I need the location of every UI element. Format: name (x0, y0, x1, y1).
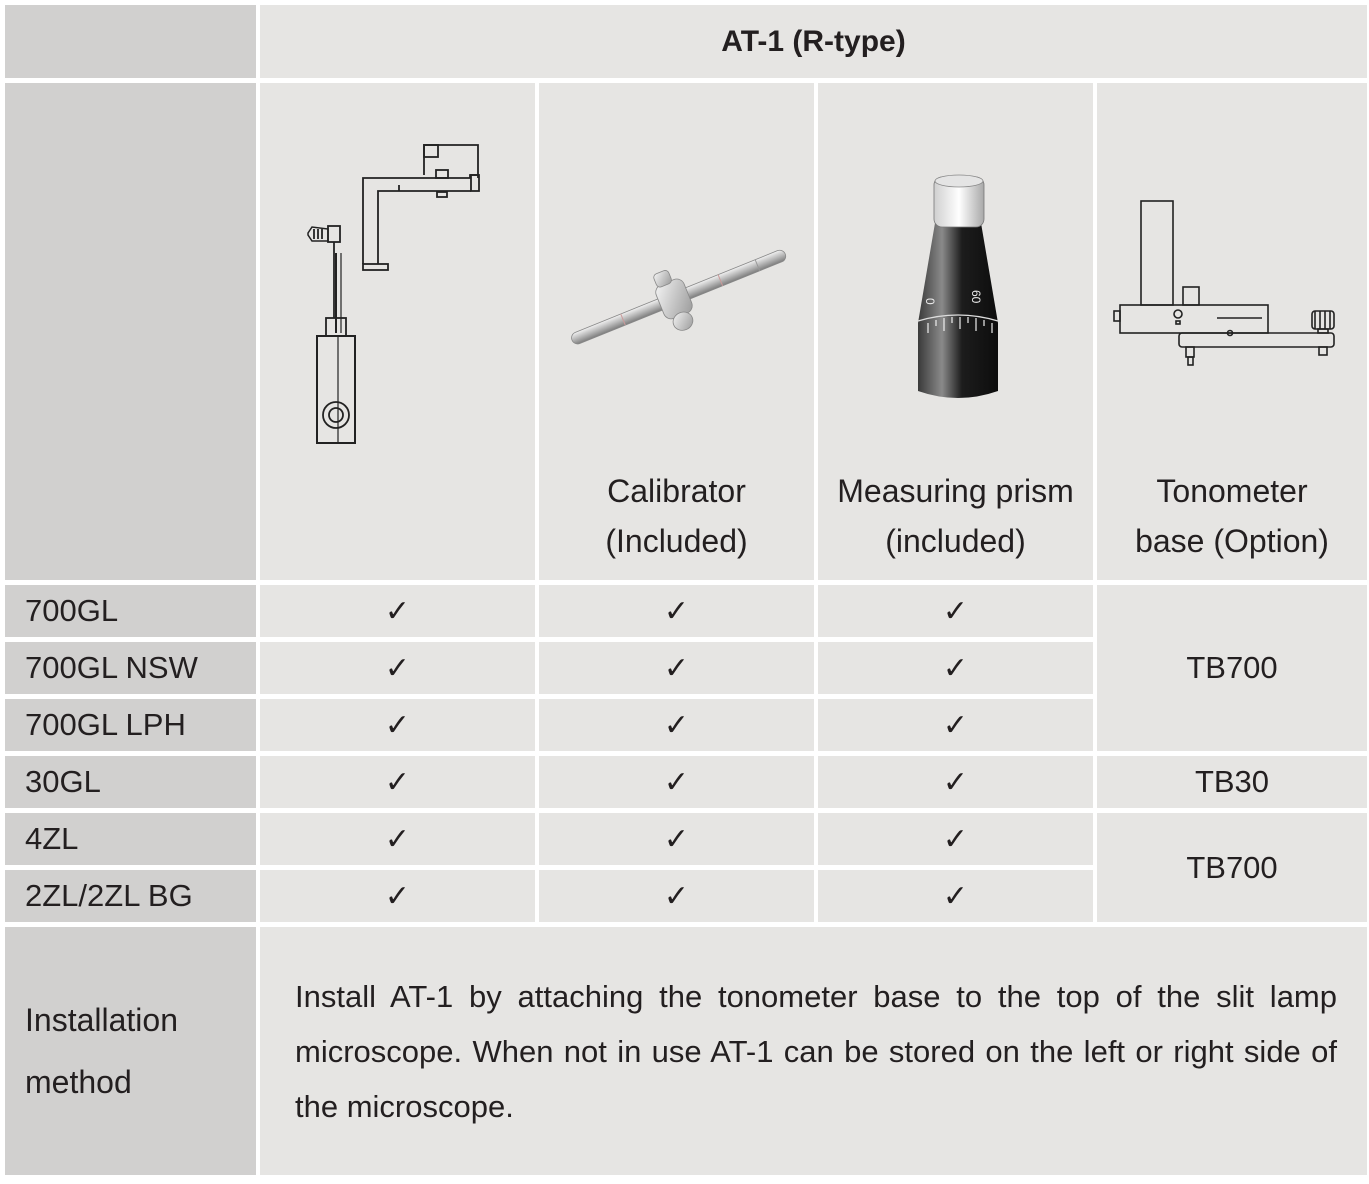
compatibility-table (5, 5, 1367, 1175)
check-mark: ✓ (539, 642, 814, 694)
header-corner-cell (5, 5, 256, 78)
measuring-prism-cell (818, 83, 1093, 580)
check-mark: ✓ (539, 585, 814, 637)
tonometer-base-cell (1097, 83, 1367, 580)
installation-description: Install AT-1 by attaching the tonometer base to the top of the slit lamp microscope. When not in use AT-1 can be stored on the left or right side of the microscope. (295, 978, 1337, 1124)
check-mark: ✓ (260, 813, 535, 865)
measuring-prism-header-line1: Measuring prism (837, 473, 1074, 509)
base-tb700-cell-2: TB700 (1097, 813, 1367, 922)
check-mark: ✓ (818, 756, 1093, 808)
tonometer-arm-cell (260, 83, 535, 580)
image-row-label-cell (5, 83, 256, 580)
check-mark: ✓ (818, 813, 1093, 865)
tonometer-base-header-line2: base (Option) (1135, 523, 1329, 559)
row-label-30gl: 30GL (5, 756, 256, 808)
calibrator-illustration (559, 233, 799, 353)
base-tb700-cell: TB700 (1097, 585, 1367, 751)
calibrator-header (539, 466, 814, 566)
check-mark: ✓ (260, 756, 535, 808)
row-label-700gl-nsw: 700GL NSW (5, 642, 256, 694)
check-mark: ✓ (539, 756, 814, 808)
check-mark: ✓ (818, 642, 1093, 694)
check-mark: ✓ (539, 699, 814, 751)
check-mark: ✓ (260, 585, 535, 637)
tonometer-base-header (1097, 466, 1367, 566)
check-mark: ✓ (539, 870, 814, 922)
measuring-prism-header-line2: (included) (885, 523, 1026, 559)
installation-label-line2: method (25, 1064, 132, 1100)
prism-scale-mark-60: 60 (969, 290, 983, 304)
calibrator-header-line2: (Included) (605, 523, 748, 559)
calibrator-cell (539, 83, 814, 580)
installation-label-line1: Installation (25, 1002, 178, 1038)
check-mark: ✓ (260, 699, 535, 751)
check-mark: ✓ (818, 585, 1093, 637)
check-mark: ✓ (818, 699, 1093, 751)
calibrator-header-line1: Calibrator (607, 473, 746, 509)
check-mark: ✓ (818, 870, 1093, 922)
row-label-700gl-lph: 700GL LPH (5, 699, 256, 751)
measuring-prism-header (818, 466, 1093, 566)
row-label-2zl-2zl-bg: 2ZL/2ZL BG (5, 870, 256, 922)
check-mark: ✓ (260, 870, 535, 922)
base-tb30-cell: TB30 (1097, 756, 1367, 808)
prism-scale-mark-0: 0 (923, 298, 937, 305)
check-mark: ✓ (539, 813, 814, 865)
row-label-4zl: 4ZL (5, 813, 256, 865)
tonometer-base-illustration (1112, 193, 1352, 373)
check-mark: ✓ (260, 642, 535, 694)
installation-method-label (5, 927, 256, 1175)
measuring-prism-illustration (908, 173, 1008, 413)
row-label-700gl: 700GL (5, 585, 256, 637)
tonometer-base-header-line1: Tonometer (1156, 473, 1308, 509)
table-title: AT-1 (R-type) (260, 5, 1367, 78)
tonometer-arm-illustration (300, 143, 500, 463)
installation-method-text (260, 927, 1367, 1175)
